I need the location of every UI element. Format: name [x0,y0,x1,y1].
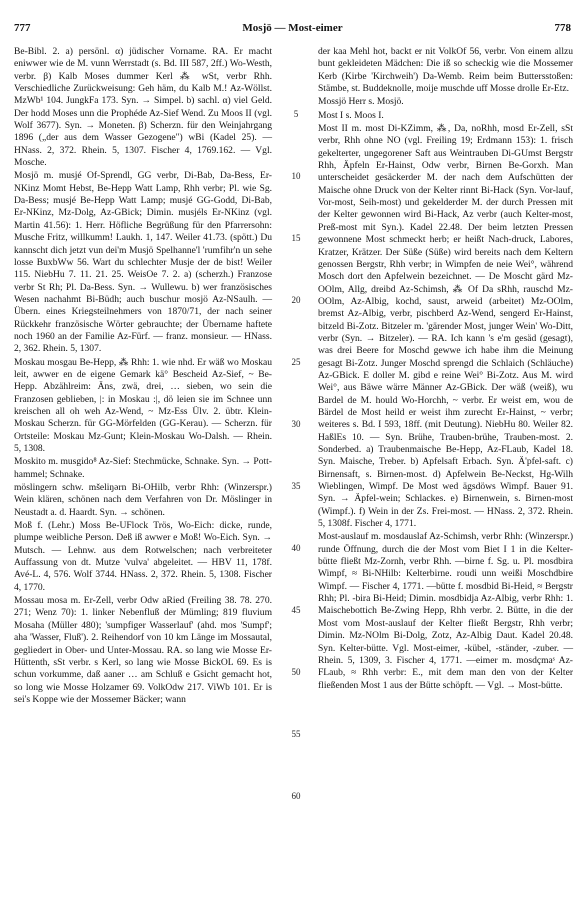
page-number-left: 777 [14,22,31,34]
right-column [318,46,573,692]
line-number: 15 [291,233,301,243]
entry-most-i: Most I s. Moos I. [318,109,384,121]
running-header [14,22,571,40]
line-number: 5 [293,109,299,119]
entry-moskito: Moskito m. musgido⁸ Az-Sief: Stechmücke, Schnake. Syn. → Pott-hammel; Schnake. [14,456,272,480]
line-number: 45 [291,605,301,615]
line-number: 50 [291,667,301,677]
line-number: 35 [291,481,301,491]
line-number: 40 [291,543,301,553]
page-number-right: 778 [554,22,571,34]
entry-moskau: Moskau mosgau Be-Hepp, ⁂ Rhh: 1. wie nhd. Er wäß wo Moskau leit, awwer en de eigene Gemark kä° Bescheid Az-Sief, ~ Be-Hepp. Abzählreim: Äns, zwä, drei, … sieben, wo sein die Franzosen geblieben, |: in Moskau :|, dö leien sie im Schnee unn kreischen all oh weh Az-Wend, ~ Mz-Ess Ülv. 2. übtr. Klein-Moskau Scherzn. für GG-Mörfelden (GG-Kerau). — Scherzn. für Ortsteile: Moskau Mz-Gunt; Klein-Moskau Wo-Dalsh. — Rhein. 5, 1308. [14,356,272,454]
entry-most-ii: Most II m. most Di-KZimm, ⁂, Da, noRhh, mosd Er-Zell, sSt verbr, Rhh ohne NO (vgl. Freiling 19; Erdmann 153): 1. frisch gekelterter, ungegorener Saft aus Weintrauben Di-GUmst Bergstr Rhh, Äpfeln Er-Hainst, Odw verbr, Birnen Be-Gorxh. Man unterscheidet gesäckerder M. der nach dem Aufschütten der Maische ohne Druck von der Kelter rinnt Bi-Hack (Syn. Vor-lauf, Vor-most, Seih-most) und gekelderder M. der durch Pressen mit der Kelter gewonnen wird Bi-Hack, Az verbr (auch Kelter-most, Preß-most mit Syn.). Kadel 22.48. Der beim letzten Pressen gewonnene Most schmeckt herb; er heißt Nach-druck, Labores, Kratzer, Krätzer. Der Süße (Süße) wird bereits nach dem Keltern genossen Bergstr, Rhh verbr; in Wimpfen de neie Wei°, während Mosch dort den Apfelwein bezeichnet. — De Moscht gärd Mz-OOlm, Allg, dreibd Az-Schimsh, ⁂ Of Da sRhh, rauschd Mz-OOlm, Az-Albig, kochd, saust, arweid (arbeitet) Mz-OOlm, bremst Az-Albig, verbr, pischberd Az-Wend, sengerd Er-Hainst, bitzeld Bi-Zotz. Bitzeler m. 'gärender Most, junger Wein' Wo-Ditt, verbr (Syn. → Bitzeler). — RA. Ich kann 's e'm gesäd (gesagt), was drei Beere for Moschd gewwe ich habe ihm die Meinung gesagt Bi-Zotz. Junger Moschd sprengd die Schlaich (Schläuche) Az-GBick. E doller M. gibd e reine Wei° Bi-Zotz. Aus M. wird Wei°, aus Bäwe wärre Männer Az-GBick. Der wäß (weiß), wu Bardel de M. hould Wo-Horchh, ~ verbr. Er weist em, wou de Bärdel de Most heild er weist ihm zurecht Er-Hainst, ~ verbr; weiteres s. Bd. I 593, 18ff. (mit Deutung). NiebHu 80. Weiler 82. HaßlEs 10. — Syn. Brühe, Trauben-brühe, Trauben-most. 2. Sonderbed. a) Traubenmaische Be-Hepp, Az-FLaub, Kadel 18. Syn. Maische, Treber. b) Apfelsaft Erbach. Syn. Ä'pfel-saft. c) Birnensaft, s. Birnen-most. d) Apfelwein Be-Neckst, Hg-Wilh Wieblingen, Wimpf. De Most wed ägsdöws Wimpf. Bauer 91. Syn. → Äpfel-wein; Schlackes. e) Birnenwein, s. Birnen-most (Wimpf.). f) Wein in der Zs. Frei-most. — HNass. 2, 372. Rhein. 5, 1308f. Fischer 4, 1771. [318,123,573,530]
entry-moss: Moß f. (Lehr.) Moss Be-UFlock Trös, Wo-Eich: dicke, runde, plumpe weibliche Person. Deß iß awwer e Moß! Wo-Eich. Syn. → Mutsch. — Lehnw. aus dem Rotwelschen; nach verbreiteter Auffassung von dt. Mutze 'vulva' abgeleitet. — HBV 11, 178f. Avé-L. 4, 576. Wolf 3744. HNass. 2, 372. Rhein. 5, 1308. Fischer 4, 1770. [14,520,272,593]
entry-most-auslauf: Most-auslauf m. mosdauslaf Az-Schimsh, verbr Rhh: (Winzerspr.) runde Öffnung, durch die der Most vom Biet I 1 in die Kelter-bütte fließt Mz-Zornh, verbr Rhh. —birne f. Sg. u. Pl. mosdbira Wimpf, ≈ Bi-NHilb: Kelterbirne. roudi unn weißi Moschdbire Wimpf. — Fischer 4, 1771. —bütte f. mosdbid Bi-Heid, ≈ Bergstr Rhh; Pl. -bira Bi-Heid; Dimin. mosdbidja Az-Albig, verbr Rhh: 1. Maischebottich Be-Zwing Hepp, Rhh verbr. 2. Bütte, in die der Most vom Most-auslauf der Kelter fließt Bergstr, Rhh verbr; Dimin. Mz-NOlm Bi-Dolg, Zotz, Az-Albig Daut. Kadel 20.48. Syn. Kelter-bütte. Vgl. Most-eimer, -kübel, -ständer, -zuber. — Rhein. 5, 1309, 3. Fischer 4, 1771. —eimer m. mosdçmaˢ Az-FLaub, ≈ Rhh verbr: E., mit dem man den von der Kelter fließenden Most 1 aus der Bütte schöpft. — Vgl. → Most-bütte. [318,531,573,691]
line-number: 25 [291,357,301,367]
line-number: 60 [291,791,301,801]
left-column [14,46,272,706]
entry-mossau-continued: der kaa Mehl hot, backt er nit VolkOf 56, verbr. Von einem allzu bunt gekleideten Mädchen: Die iß so scheckig wie die Mossemer Kerb (Kirbe 'Kirchweih') Da-Wemb. Reim beim Buttersstoßen: Stämbe, st. Buddeknolle, moije muschde uff Mosse drolle Er-Etz. [318,46,573,95]
entry-mossjoe: Mossjö Herr s. Mosjö. [318,96,404,108]
line-number: 55 [291,729,301,739]
running-title: Mosjö — Most-eimer [242,22,343,34]
entry-moeslingern: möslingern schw. mšeliŋərn Bi-OHilb, verbr Rhh: (Winzerspr.) Wein klären, schönen nach dem Verfahren von Dr. Möslinger in Neustadt a. d. Haardt. Syn. → schönen. [14,482,272,518]
entry-mossau: Mossau mosa m. Er-Zell, verbr Odw aRied (Freiling 38. 78. 270. 271; Wenz 70): 1. linker Nebenfluß der Mümling; 819 fluvium Mosaha (Müller 480); 'sumpfiger Wasserlauf' (ahd. mos 'Sumpf'; aha 'Wasser, Fluß'). 2. Reihendorf von 10 km Länge im Mossautal, gegliedert in Ober- und Unter-Mossau. RA. so lang wie Mosse Er-Hüttenth, sSt verbr. s Kerl, so lang wie Mosse BickOL 69. Es is schun vorkumme, daß aaner … am Schluß e Gsicht gemacht hot, so long wie Mosse Holzamer 69. VolkOdw 217. ViWb 101. Er is sei's Koppe wie der Mossemer Bäcker; wann [14,595,272,705]
entry-mosjoe: Mosjö m. musjé Of-Sprendl, GG verbr, Di-Bab, Da-Bess, Er-NKinz Momt Hebst, Be-Hepp Watt Lamp, Rhh verbr; Pl. wie Sg. Da-Bess; musjé Be-Hepp Watt Lamp; musjé GG-Godd, Di-Bab, Er-NKinz, Mz-Dolg, Az-GBick; Dimin. musjéls Er-NKinz (vgl. Martin 41.56): 1. Herr. Höfliche Begrüßung für den Pfarrersohn: Musche Fritz, willkumm! Laukh. 1, 147. Weiler 41.73. (spött.) Du kannscht dich jetzt vun dei'm Musjö Spelhanne'l 'rumfihr'n un sehe losse BuxbWw 56. Wart du schlechter Musje der de bist! Weiler 115. NiebHu 7. 11. 21. 25. WeisOe 7. 2. a) (scherzh.) Franzose verbr St Rh; Pl. Da-Bess. Syn. → Wullewu. b) wer französisches Wesen nachahmt Bi-Büdh; auch buschur mosjö Az-NSaulh. — Übern. eines Kriegsteilnehmers von 1870/71, der nach seiner Rückkehr französische Wörter gebrauchte; der Übername haftete noch 1960 an der Familie Az-Fürf. — franz. monsieur. — HNass. 2, 362. Rhein. 5, 1307. [14,170,272,355]
line-number: 20 [291,295,301,305]
line-number: 10 [291,171,301,181]
entry-moses-continued: Be-Bibl. 2. a) persönl. α) jüdischer Vorname. RA. Er macht eniwwer wie de M. vunn Werrstadt (s. Bd. III 587, 2ff.) Wo-Westh, verbr. β) Kalb Moses dummer Kerl ⁂ wSt, verbr Rhh. Verschiedliche Zurückweisung: Geh häm, du Kalb M.! Az-Wöllst. MzWb¹ 104. JungkFa 173. Syn. → Simpel. b) sachl. α) viel Geld. Der hodd Moses unn die Prophéde Az-Sief Wend. Zu Moos II (vgl. Wolf 3677). Syn. → Moneten. β) Scherzn. für den Weinjahrgang 1896 („der aus dem Wasser Gezogene") wBi (Kadel 25). — HNass. 2, 372. Rhein. 5, 1307. Fischer 4, 1769.162. — Vgl. Mosche. [14,46,272,169]
line-number: 30 [291,419,301,429]
